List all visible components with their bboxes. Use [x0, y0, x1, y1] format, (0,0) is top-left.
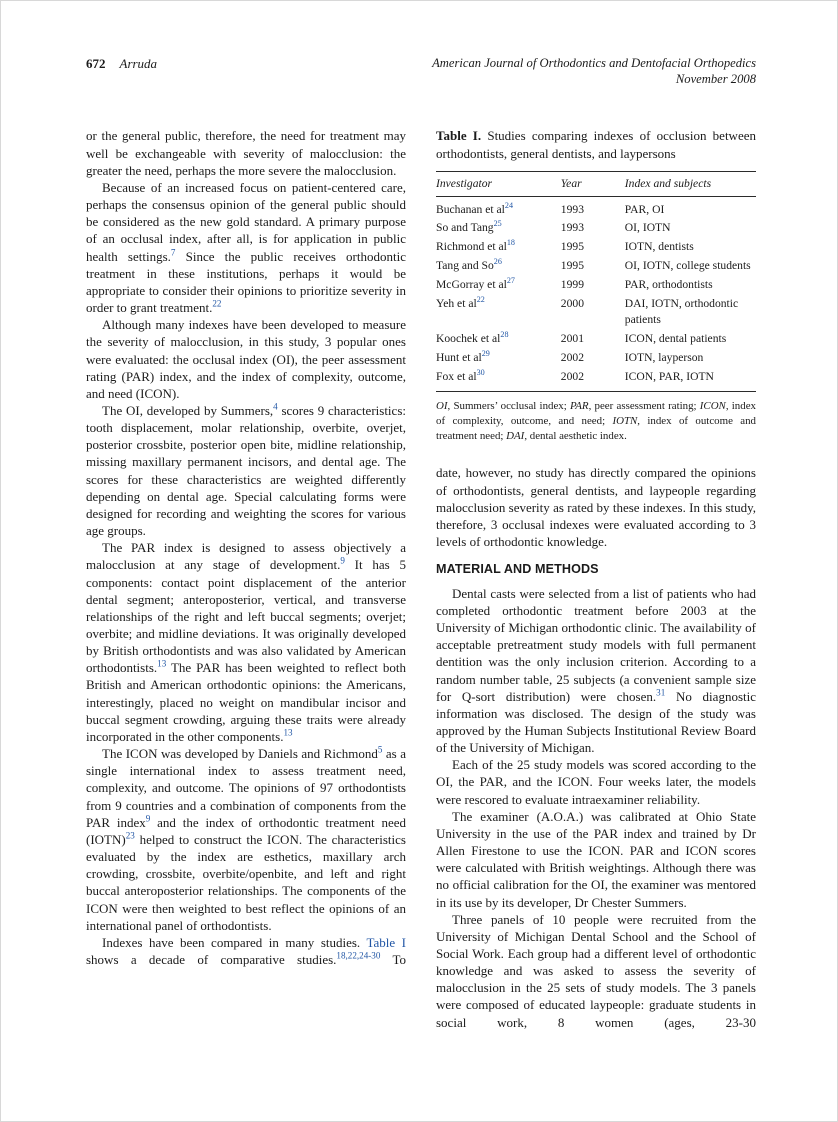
column-header-index-subjects: Index and subjects [625, 171, 756, 196]
page-header [1, 1, 837, 87]
citation-ref[interactable]: 18,22,24-30 [336, 950, 381, 961]
table-cell: 1995 [560, 240, 584, 254]
citation-ref[interactable]: 7 [170, 247, 176, 258]
table-1-block [436, 127, 756, 444]
running-head-right [432, 56, 756, 87]
column-header-investigator: Investigator [436, 171, 561, 196]
citation-ref[interactable]: 28 [500, 330, 509, 340]
table-body [436, 196, 756, 391]
table-cell: ICON, dental patients [624, 332, 727, 346]
table-cell: OI, IOTN [624, 221, 671, 235]
table-cell: DAI, IOTN, orthodontic patients [624, 296, 739, 327]
citation-ref[interactable]: 30 [476, 367, 485, 377]
comparison-table [436, 171, 756, 392]
table-cell: 1993 [560, 202, 584, 216]
citation-ref[interactable]: 25 [493, 219, 502, 229]
table-cell: 1999 [560, 277, 584, 291]
paragraph: Indexes have been compared in many studies. Table I shows a decade of comparative studies.$^{18,22,24-30}$ To [86, 934, 406, 967]
table-row [436, 238, 756, 257]
abbreviation-italic: PAR [570, 399, 589, 412]
table-row [436, 276, 756, 295]
citation-ref[interactable]: 27 [506, 275, 515, 285]
table-header-row [436, 171, 756, 196]
table-cell: PAR, OI [624, 202, 665, 216]
table-row [436, 349, 756, 368]
journal-title: American Journal of Orthodontics and Dentofacial Orthopedics [432, 56, 756, 70]
abbreviation-italic: OI [436, 399, 448, 412]
citation-ref[interactable]: 24 [504, 200, 513, 210]
table-cell: 2002 [560, 369, 584, 383]
citation-ref[interactable]: 31 [656, 687, 666, 698]
abbreviation-italic: ICON [699, 399, 726, 412]
table-cell: Koochek et al$^{28}$ [436, 330, 509, 346]
table-cell: Hunt et al$^{29}$ [436, 349, 490, 364]
table-row [436, 219, 756, 238]
citation-ref[interactable]: 18 [506, 238, 515, 248]
table-cell: ICON, PAR, IOTN [624, 369, 714, 383]
citation-ref[interactable]: 22 [476, 294, 485, 304]
two-column-body [1, 87, 837, 1030]
table-cell: Yeh et al$^{22}$ [436, 294, 485, 310]
table-cell: IOTN, dentists [624, 240, 694, 254]
citation-ref[interactable]: 22 [212, 298, 222, 309]
paragraph: Because of an increased focus on patient-centered care, perhaps the consensus opinion of the general public should be considered as the new gold standard. A primary purpose of an occlusal index, after all, is for application in public health settings.$^7$ Since the public receives orthodontic treatment in these institutions, perhaps it would be appropriate to consider their opinions to prioritize severity in order to grant treatment.$^{22}$ [86, 179, 406, 316]
table-cell: PAR, orthodontists [624, 277, 713, 291]
table-row [436, 295, 756, 331]
page-number: 672 [86, 56, 106, 71]
column-header-year: Year [561, 171, 625, 196]
abbreviation-italic: IOTN [612, 414, 638, 427]
paragraph: Three panels of 10 people were recruited from the University of Michigan Dental School and the School of Social Work. Each group had a different level of orthodontic knowledge and was asked to assess the severity of malocclusion in the 25 sets of study models. The 3 panels were composed of educated laypeople: graduate students in social work, 8 women (ages, 23-30 [436, 911, 756, 1030]
paragraph: date, however, no study has directly compared the opinions of orthodontists, general dentists, and laypeople regarding malocclusion severity as rated by these indexes. In this study, therefore, 3 occlusal indexes were evaluated according to 3 levels of orthodontic knowledge. [436, 465, 756, 549]
paragraph: The PAR index is designed to assess objectively a malocclusion at any stage of development.$^9$ It has 5 components: contact point displacement of the anterior dental segment; anteroposterior, vertical, and transverse relationships of the right and left buccal segments; overjet; overbite; and midline deviations. It was originally developed by British orthodontists and was also validated by American orthodontists.$^{13}$ The PAR has been weighted to reflect both British and American orthodontic opinions: the Americans, interestingly, placed no weight on mandibular incisor and buccal segment crowding, arguing these traits were already incorporated in the other components.$^{13}$ [86, 540, 406, 744]
table-cell: Richmond et al$^{18}$ [436, 238, 515, 254]
table-cell: So and Tang$^{25}$ [436, 219, 502, 235]
right-column [436, 127, 756, 1030]
table-cell: 2000 [560, 296, 584, 310]
table-crossref-link[interactable]: Table I [366, 934, 406, 950]
table-cell: 2001 [560, 332, 584, 346]
table-cell: OI, IOTN, college students [624, 258, 751, 272]
table-caption: Table I. Studies comparing indexes of occlusion between orthodontists, general dentists, and laypersons [436, 128, 756, 161]
citation-ref[interactable]: 13 [157, 658, 167, 669]
paragraph: The examiner (A.O.A.) was calibrated at Ohio State University in the use of the PAR index and trained by Dr Allen Firestone to use the ICON. PAR and ICON scores were calculated with British weightings. Although there was no official calibration for the OI, the examiner was mentored in its use by its developer, Dr Chester Summers. [436, 808, 756, 910]
section-heading-material-and-methods: MATERIAL AND METHODS [436, 562, 599, 577]
table-cell: McGorray et al$^{27}$ [436, 275, 515, 291]
citation-ref[interactable]: 4 [273, 401, 278, 412]
table-row [436, 330, 756, 349]
table-cell: 1993 [560, 221, 584, 235]
paragraph: The OI, developed by Summers,$^4$ scores 9 characteristics: tooth displacement, molar relationship, overbite, overjet, posterior crossbite, posterior open bite, midline relationship, missing maxillary permanent incisors, and dental age. The scores for these characteristics are weighted differently depending on dental age. Special calculating forms were designed for recording and weighting the scores for various age groups. [86, 401, 406, 539]
citation-ref[interactable]: 9 [145, 813, 151, 824]
table-row [436, 368, 756, 391]
issue-date: November 2008 [675, 71, 756, 86]
citation-ref[interactable]: 29 [481, 349, 490, 359]
table-row [436, 196, 756, 219]
table-cell: IOTN, layperson [624, 350, 704, 364]
citation-ref[interactable]: 5 [377, 744, 383, 755]
table-cell: Tang and So$^{26}$ [436, 257, 502, 272]
paragraph: Each of the 25 study models was scored according to the OI, the PAR, and the ICON. Four weeks later, the models were rescored to evaluate intraexaminer reliability. [436, 757, 756, 807]
table-header [436, 171, 756, 196]
abbreviation-italic: DAI [506, 430, 525, 443]
table-cell: 2002 [560, 350, 584, 364]
running-head-left [86, 56, 157, 72]
citation-ref[interactable]: 9 [340, 556, 345, 567]
paragraph: Dental casts were selected from a list of patients who had completed orthodontic treatment before 2003 at the University of Michigan orthodontic clinic. The availability of acceptable pretreatment study models with full permanent dentition was the only inclusion criterion. According to a random number table, 25 subjects (a convenient sample size for Q-sort distribution) were chosen.$^{31}$ No diagnostic information was disclosed. The design of the study was approved by the Human Subjects Institutional Review Board of the University of Michigan. [436, 585, 756, 756]
running-author: Arruda [119, 56, 158, 71]
table-cell: 1995 [560, 258, 584, 272]
table-cell: Fox et al$^{30}$ [436, 367, 485, 383]
table-label: Table I. [436, 128, 482, 144]
paragraph: Although many indexes have been developed to measure the severity of malocclusion, in this study, 3 popular ones were evaluated: the occlusal index (OI), the peer assessment rating (PAR) index, and the index of complexity, outcome, and need (ICON). [86, 317, 406, 401]
table-footnote: OI, Summers’ occlusal index; PAR, peer assessment rating; ICON, index of complexity, outcome, and need; IOTN, index of outcome and treatment need; DAI, dental aesthetic index. [436, 399, 756, 443]
table-row [436, 257, 756, 276]
citation-ref[interactable]: 23 [125, 830, 135, 841]
paragraph: or the general public, therefore, the need for treatment may well be exchangeable with severity of malocclusion: the greater the need, perhaps the more severe the malocclusion. [86, 128, 406, 178]
paragraph: The ICON was developed by Daniels and Richmond$^5$ as a single international index to assess treatment need, complexity, and outcome. The opinions of 97 orthodontists from 9 countries and a combination of components from the PAR index$^9$ and the index of orthodontic treatment need (IOTN)$^{23}$ helped to construct the ICON. The characteristics evaluated by the index are esthetics, maxillary arch crowding, crossbite, overbite/openbite, and left and right buccal anteroposterior relationships. The components of the ICON were then weighted to best reflect the opinions of an international panel of orthodontists. [86, 744, 406, 933]
table-cell: Buchanan et al$^{24}$ [436, 200, 513, 216]
citation-ref[interactable]: 13 [283, 727, 293, 738]
left-column [86, 127, 406, 1030]
citation-ref[interactable]: 26 [493, 257, 502, 267]
